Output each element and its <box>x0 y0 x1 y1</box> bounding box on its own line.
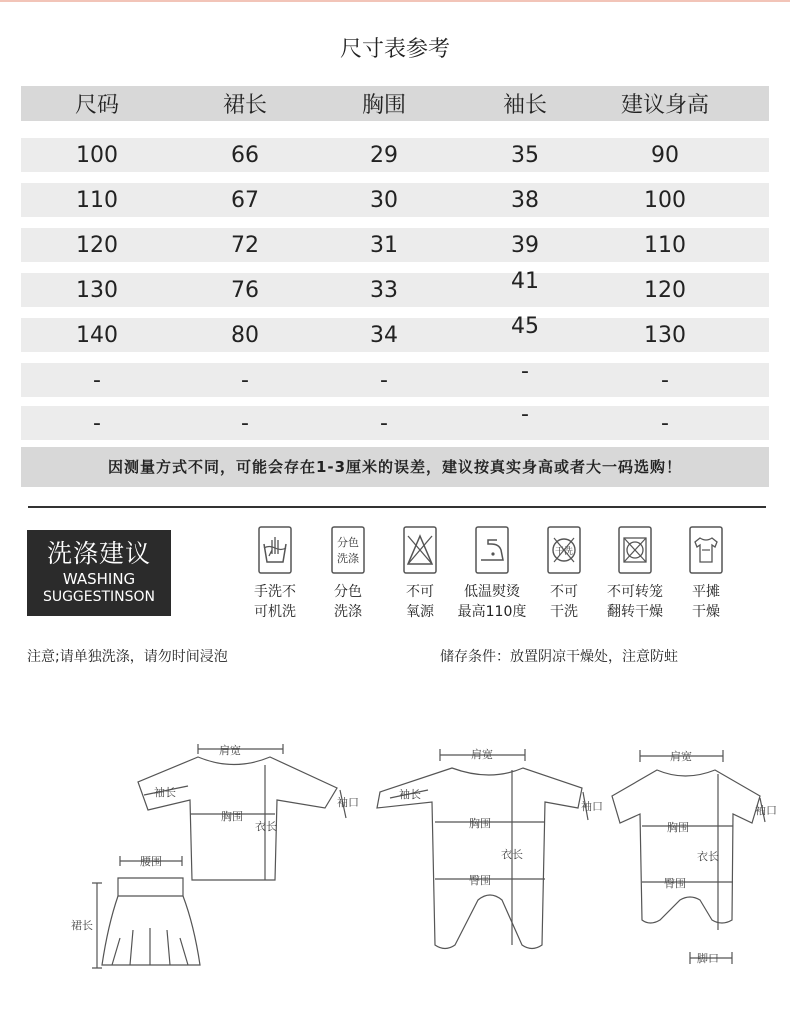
color-separate-icon <box>331 526 365 574</box>
table-cell: - <box>241 367 249 393</box>
table-cell: 29 <box>370 142 398 168</box>
diagram-label-sleeve: 袖长 <box>399 788 421 801</box>
table-cell: 35 <box>511 142 539 168</box>
table-cell: 45 <box>511 314 539 339</box>
table-cell: - <box>380 367 388 393</box>
diagram-label-length: 衣长 <box>255 820 277 833</box>
svg-text:分色: 分色 <box>337 536 359 549</box>
table-cell: 38 <box>511 187 539 213</box>
diagram-label-cuff: 袖口 <box>337 796 359 809</box>
table-header-row <box>21 86 769 121</box>
care-label: 不可 氧源 <box>406 584 434 620</box>
table-cell: 33 <box>370 277 398 303</box>
diagram-label-hip: 臀围 <box>469 874 491 887</box>
diagram-label-chest: 胸围 <box>667 821 689 834</box>
table-cell: 39 <box>511 232 539 258</box>
storage-note: 储存条件：放置阴凉干燥处，注意防蛀 <box>440 649 678 665</box>
care-label: 低温熨烫 最高110度 <box>457 584 527 620</box>
diagram-label-chest: 胸围 <box>469 817 491 830</box>
table-cell: 31 <box>370 232 398 258</box>
section-divider <box>28 506 766 508</box>
diagram-label-waist: 腰围 <box>140 855 162 868</box>
table-cell: - <box>93 367 101 393</box>
diagram-label-shoulder: 肩宽 <box>219 744 241 757</box>
table-cell: - <box>380 410 388 436</box>
table-cell: 34 <box>370 322 398 348</box>
no-tumble-dry-icon <box>618 526 652 574</box>
table-cell: 100 <box>76 142 118 168</box>
washing-title-cn: 洗涤建议 <box>46 539 151 568</box>
table-cell: 120 <box>644 277 686 303</box>
header-cell: 尺码 <box>74 93 120 118</box>
diagram-label-cuff: 袖口 <box>755 804 777 817</box>
table-cell: 120 <box>76 232 118 258</box>
diagram-label-shoulder: 肩宽 <box>471 748 493 761</box>
top-accent-line <box>0 0 790 2</box>
table-cell: 130 <box>76 277 118 303</box>
diagram-label-sleeve: 袖长 <box>154 786 176 799</box>
table-cell: 76 <box>231 277 259 303</box>
header-cell: 袖长 <box>502 93 548 118</box>
washing-title-en-2: SUGGESTINSON <box>42 589 156 605</box>
care-label: 不可 干洗 <box>550 584 578 620</box>
svg-text:洗涤: 洗涤 <box>337 552 359 565</box>
table-cell: 80 <box>231 322 259 348</box>
table-cell: 110 <box>644 232 686 258</box>
no-bleach-icon <box>403 526 437 574</box>
care-item-color-separate <box>313 526 383 622</box>
washing-suggestion-badge <box>27 530 171 616</box>
table-cell: 110 <box>76 187 118 213</box>
diagram-label-leg-opening: 脚口 <box>697 952 719 965</box>
table-cell: 67 <box>231 187 259 213</box>
diagram-label-length: 衣长 <box>697 850 719 863</box>
romper-long-diagram <box>377 749 588 949</box>
table-cell: - <box>521 402 529 427</box>
table-cell: 90 <box>651 142 679 168</box>
wash-note: 注意;请单独洗涤，请勿时间浸泡 <box>27 649 228 665</box>
washing-title-en-1: WASHING <box>62 570 136 588</box>
diagram-label-skirt-length: 裙长 <box>71 919 93 932</box>
care-item-hand-wash <box>240 526 310 622</box>
care-item-no-bleach <box>385 526 455 622</box>
table-cell: - <box>241 410 249 436</box>
table-cell: 130 <box>644 322 686 348</box>
iron-icon <box>475 526 509 574</box>
table-row <box>21 314 769 352</box>
table-row <box>21 183 769 217</box>
measurement-notice: 因测量方式不同，可能会存在1-3厘米的误差，建议按真实身高或者大一码选购！ <box>21 447 769 487</box>
table-cell: - <box>93 410 101 436</box>
page-title: 尺寸表参考 <box>339 37 450 62</box>
table-row <box>21 138 769 172</box>
measurement-diagrams <box>0 730 790 1023</box>
diagram-label-hip: 臀围 <box>664 877 686 890</box>
table-cell: - <box>661 367 669 393</box>
table-cell: 72 <box>231 232 259 258</box>
table-cell: 140 <box>76 322 118 348</box>
table-row <box>21 402 769 440</box>
care-label: 不可转笼 翻转干燥 <box>607 584 663 620</box>
table-row <box>21 228 769 262</box>
diagram-label-length: 衣长 <box>501 848 523 861</box>
care-item-no-tumble-dry <box>600 526 670 622</box>
header-cell: 建议身高 <box>620 93 710 118</box>
table-cell: - <box>521 359 529 384</box>
care-item-no-dry-clean <box>529 526 599 622</box>
care-item-iron <box>457 526 527 622</box>
table-row <box>21 359 769 397</box>
romper-short-diagram <box>612 750 765 964</box>
table-cell: 100 <box>644 187 686 213</box>
svg-text:干洗: 干洗 <box>554 547 574 557</box>
hand-wash-icon <box>258 526 292 574</box>
care-item-flat-dry <box>671 526 741 622</box>
flat-dry-icon <box>689 526 723 574</box>
diagram-label-cuff: 袖口 <box>581 800 603 813</box>
table-cell: 30 <box>370 187 398 213</box>
header-cell: 胸围 <box>361 93 407 118</box>
diagram-label-chest: 胸围 <box>221 810 243 823</box>
header-cell: 裙长 <box>222 93 268 118</box>
diagram-label-shoulder: 肩宽 <box>670 750 692 763</box>
no-dry-clean-icon <box>547 526 581 574</box>
care-label: 平摊 干燥 <box>692 584 720 620</box>
table-cell: 66 <box>231 142 259 168</box>
care-label: 分色 洗涤 <box>334 584 362 620</box>
skirt-diagram <box>92 856 200 968</box>
care-label: 手洗不 可机洗 <box>254 584 296 620</box>
table-row <box>21 269 769 307</box>
table-cell: 41 <box>511 269 539 294</box>
table-cell: - <box>661 410 669 436</box>
